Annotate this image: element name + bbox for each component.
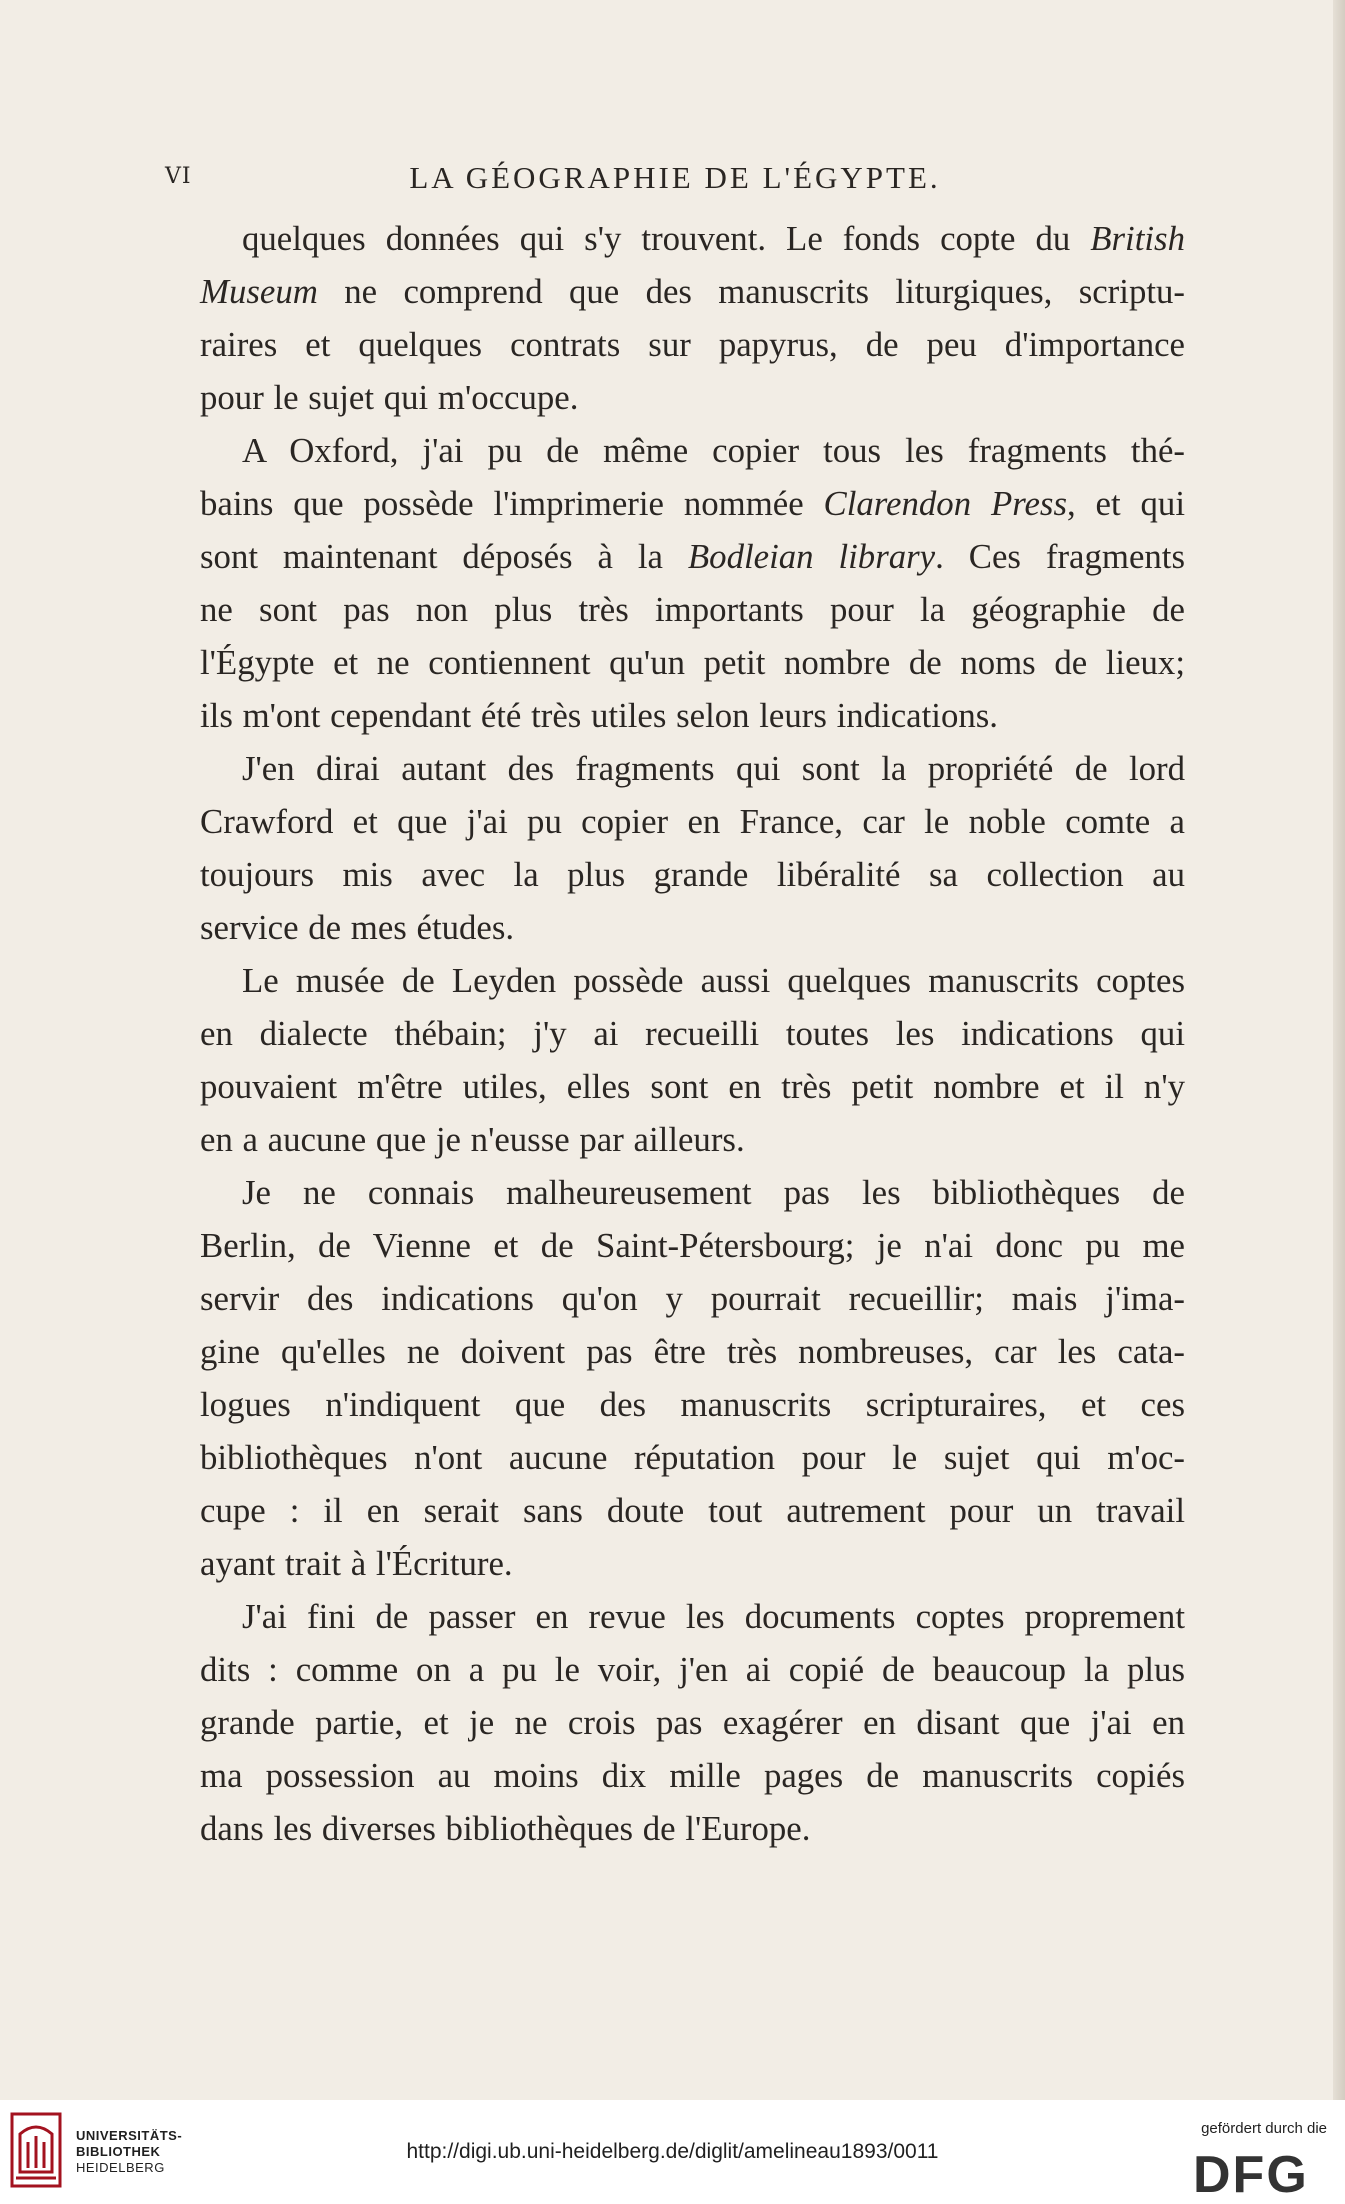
body-text — [200, 212, 1185, 1855]
running-title: LA GÉOGRAPHIE DE L'ÉGYPTE. — [409, 160, 941, 195]
text-line — [200, 1802, 1185, 1855]
text-segment: ayant trait à l'Écriture. — [200, 1544, 513, 1583]
institution-line-2: BIBLIOTHEK — [76, 2144, 161, 2159]
source-url-link[interactable]: http://digi.ub.uni-heidelberg.de/diglit/amelineau1893/0011 — [406, 2140, 939, 2163]
text-line — [200, 1325, 1185, 1378]
text-line — [200, 212, 1185, 265]
text-line — [200, 424, 1185, 477]
text-segment: , et qui — [1067, 484, 1185, 523]
text-segment: J'ai fini de passer en revue les documents coptes proprement — [242, 1597, 1185, 1636]
text-segment: J'en dirai autant des fragments qui sont la propriété de lord — [242, 749, 1185, 788]
text-line — [200, 530, 1185, 583]
page-number: VI — [165, 164, 192, 189]
text-line — [200, 848, 1185, 901]
text-segment: ma possession au moins dix mille pages de manuscrits copiés — [200, 1756, 1185, 1795]
text-line — [200, 1007, 1185, 1060]
text-line — [200, 1378, 1185, 1431]
text-segment: pouvaient m'être utiles, elles sont en très petit nombre et il n'y — [200, 1067, 1185, 1106]
text-line — [200, 1590, 1185, 1643]
text-segment: servir des indications qu'on y pourrait recueillir; mais j'ima- — [200, 1279, 1185, 1318]
text-line — [200, 318, 1185, 371]
italic-title: Bodleian library — [687, 537, 936, 576]
italic-title: British — [1090, 219, 1185, 258]
text-segment: service de mes études. — [200, 908, 515, 947]
text-segment: Je ne connais malheureusement pas les bibliothèques de — [242, 1173, 1185, 1212]
dfg-logo-icon — [1193, 2148, 1327, 2196]
italic-title: Museum — [200, 272, 318, 311]
text-segment: bibliothèques n'ont aucune réputation pour le sujet qui m'oc- — [200, 1438, 1185, 1477]
text-line — [200, 583, 1185, 636]
text-segment: toujours mis avec la plus grande libéralité sa collection au — [200, 855, 1185, 894]
text-segment: dits : comme on a pu le voir, j'en ai copié de beaucoup la plus — [200, 1650, 1185, 1689]
text-segment: pour le sujet qui m'occupe. — [200, 378, 579, 417]
text-line — [200, 901, 1185, 954]
text-segment: en a aucune que je n'eusse par ailleurs. — [200, 1120, 745, 1159]
paragraph — [200, 1166, 1185, 1590]
text-line — [200, 689, 1185, 742]
text-line — [200, 954, 1185, 1007]
text-segment: Crawford et que j'ai pu copier en France, car le noble comte a — [200, 802, 1185, 841]
text-line — [200, 1166, 1185, 1219]
text-segment: Berlin, de Vienne et de Saint-Pétersbourg; je n'ai donc pu me — [200, 1226, 1185, 1265]
funding-caption: gefördert durch die — [1201, 2120, 1327, 2137]
text-line — [200, 371, 1185, 424]
page-header — [165, 160, 1185, 200]
text-line — [200, 1113, 1185, 1166]
text-line — [200, 1643, 1185, 1696]
paragraph — [200, 212, 1185, 424]
page-edge — [1333, 0, 1345, 2100]
text-segment: dans les diverses bibliothèques de l'Europe. — [200, 1809, 811, 1848]
text-segment: logues n'indiquent que des manuscrits scripturaires, et ces — [200, 1385, 1185, 1424]
text-segment: gine qu'elles ne doivent pas être très nombreuses, car les cata- — [200, 1332, 1185, 1371]
text-line — [200, 477, 1185, 530]
text-segment: grande partie, et je ne crois pas exagérer en disant que j'ai en — [200, 1703, 1185, 1742]
text-line — [200, 636, 1185, 689]
text-line — [200, 1696, 1185, 1749]
text-segment: sont maintenant déposés à la — [200, 537, 688, 576]
text-line — [200, 1060, 1185, 1113]
paragraph — [200, 954, 1185, 1166]
text-line — [200, 1272, 1185, 1325]
text-line — [200, 1537, 1185, 1590]
text-segment: Le musée de Leyden possède aussi quelques manuscrits coptes — [242, 961, 1185, 1000]
text-segment: bains que possède l'imprimerie nommée — [200, 484, 824, 523]
text-line — [200, 1484, 1185, 1537]
text-segment: ils m'ont cependant été très utiles selon leurs indications. — [200, 696, 998, 735]
text-segment: quelques données qui s'y trouvent. Le fonds copte du — [242, 219, 1091, 258]
institution-line-1: UNIVERSITÄTS- — [76, 2128, 183, 2143]
text-segment: ne comprend que des manuscrits liturgiques, scriptu- — [317, 272, 1185, 311]
text-line — [200, 1431, 1185, 1484]
text-line — [200, 795, 1185, 848]
text-line — [200, 742, 1185, 795]
italic-title: Clarendon Press — [823, 484, 1067, 523]
text-segment: cupe : il en serait sans doute tout autrement pour un travail — [200, 1491, 1185, 1530]
text-line — [200, 1749, 1185, 1802]
paragraph — [200, 424, 1185, 742]
text-segment: ne sont pas non plus très importants pour la géographie de — [200, 590, 1185, 629]
institution-line-3: HEIDELBERG — [76, 2160, 165, 2175]
text-line — [200, 265, 1185, 318]
paragraph — [200, 1590, 1185, 1855]
paragraph — [200, 742, 1185, 954]
text-segment: raires et quelques contrats sur papyrus, de peu d'importance — [200, 325, 1185, 364]
svg-text:DFG: DFG — [1193, 2148, 1309, 2196]
text-segment: en dialecte thébain; j'y ai recueilli toutes les indications qui — [200, 1014, 1185, 1053]
text-segment: A Oxford, j'ai pu de même copier tous les fragments thé- — [242, 431, 1185, 470]
text-segment: l'Égypte et ne contiennent qu'un petit nombre de noms de lieux; — [200, 643, 1185, 682]
text-line — [200, 1219, 1185, 1272]
text-segment: . Ces fragments — [935, 537, 1186, 576]
